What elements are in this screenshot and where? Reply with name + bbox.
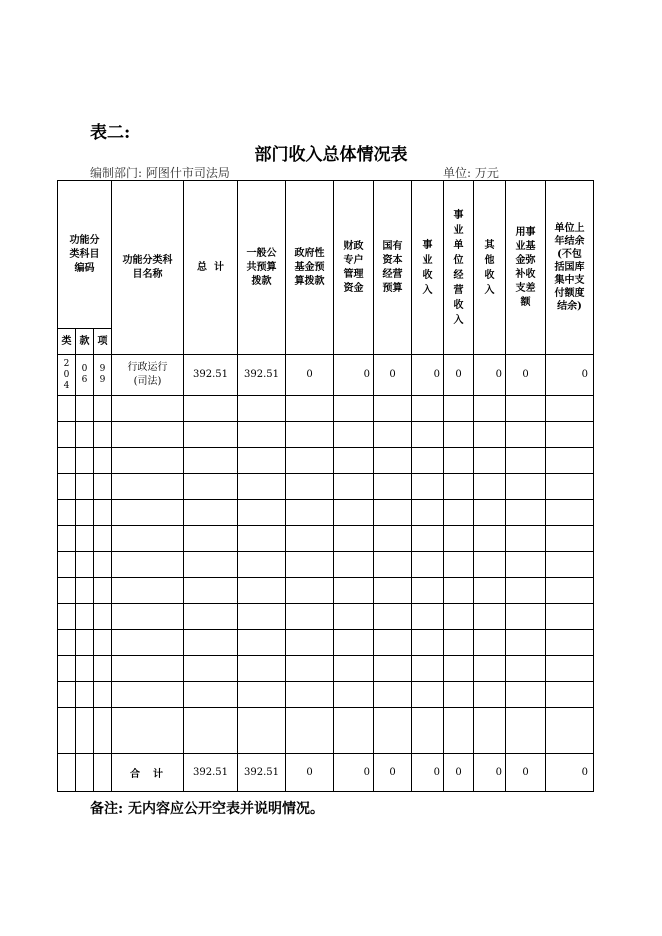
table-row	[58, 682, 594, 708]
header-gov-fund: 政府性 基金预 算拨款	[286, 181, 334, 355]
table-row	[58, 656, 594, 682]
table-label: 表二:	[90, 123, 131, 143]
cell-carry: 0	[546, 355, 594, 396]
table-row	[58, 552, 594, 578]
table-row	[58, 526, 594, 552]
cell-name: 行政运行 (司法)	[112, 355, 184, 396]
page-title: 部门收入总体情况表	[254, 145, 408, 165]
cell-state: 0	[374, 355, 412, 396]
total-business: 0	[412, 754, 444, 792]
cell-business: 0	[412, 355, 444, 396]
table-row	[58, 396, 594, 422]
total-label: 合 计	[112, 754, 184, 792]
header-business-income: 事 业 收 入	[412, 181, 444, 355]
table-row	[58, 604, 594, 630]
total-carry: 0	[546, 754, 594, 792]
header-kuan: 款	[76, 329, 94, 355]
total-makeup: 0	[506, 754, 546, 792]
header-state-capital: 国有 资本 经营 预算	[374, 181, 412, 355]
table-row	[58, 448, 594, 474]
header-lei: 类	[58, 329, 76, 355]
cell-makeup: 0	[506, 355, 546, 396]
header-func-name: 功能分类科 目名称	[112, 181, 184, 355]
header-total: 总 计	[184, 181, 238, 355]
total-fiscal: 0	[334, 754, 374, 792]
total-other: 0	[474, 754, 506, 792]
total-state: 0	[374, 754, 412, 792]
table-row	[58, 708, 594, 754]
cell-total: 392.51	[184, 355, 238, 396]
table-row	[58, 422, 594, 448]
header-carryover: 单位上 年结余 (不包 括国库 集中支 付额度 结余)	[546, 181, 594, 355]
table-row	[58, 355, 594, 396]
header-fiscal-special: 财政 专户 管理 资金	[334, 181, 374, 355]
table-row	[58, 578, 594, 604]
header-general-budget: 一般公 共预算 拨款	[238, 181, 286, 355]
header-other-income: 其 他 收 入	[474, 181, 506, 355]
total-general: 392.51	[238, 754, 286, 792]
total-row	[58, 754, 594, 792]
cell-general: 392.51	[238, 355, 286, 396]
income-table	[57, 180, 594, 792]
cell-gov-fund: 0	[286, 355, 334, 396]
note: 备注: 无内容应公开空表并说明情况。	[90, 801, 325, 817]
header-row	[58, 181, 594, 329]
org-label: 编制部门: 阿图什市司法局	[90, 166, 230, 180]
total-operating: 0	[444, 754, 474, 792]
table-row	[58, 630, 594, 656]
unit-label: 单位: 万元	[443, 166, 499, 180]
total-total: 392.51	[184, 754, 238, 792]
cell-lei: 2 0 4	[58, 355, 76, 396]
header-xiang: 项	[94, 329, 112, 355]
header-func-code: 功能分 类科目 编码	[58, 181, 112, 329]
cell-xiang: 9 9	[94, 355, 112, 396]
cell-kuan: 0 6	[76, 355, 94, 396]
cell-other: 0	[474, 355, 506, 396]
total-gov-fund: 0	[286, 754, 334, 792]
header-fund-makeup: 用事 业基 金弥 补收 支差 额	[506, 181, 546, 355]
cell-operating: 0	[444, 355, 474, 396]
table-row	[58, 474, 594, 500]
cell-fiscal: 0	[334, 355, 374, 396]
table-row	[58, 500, 594, 526]
header-unit-operating: 事 业 单 位 经 营 收 入	[444, 181, 474, 355]
